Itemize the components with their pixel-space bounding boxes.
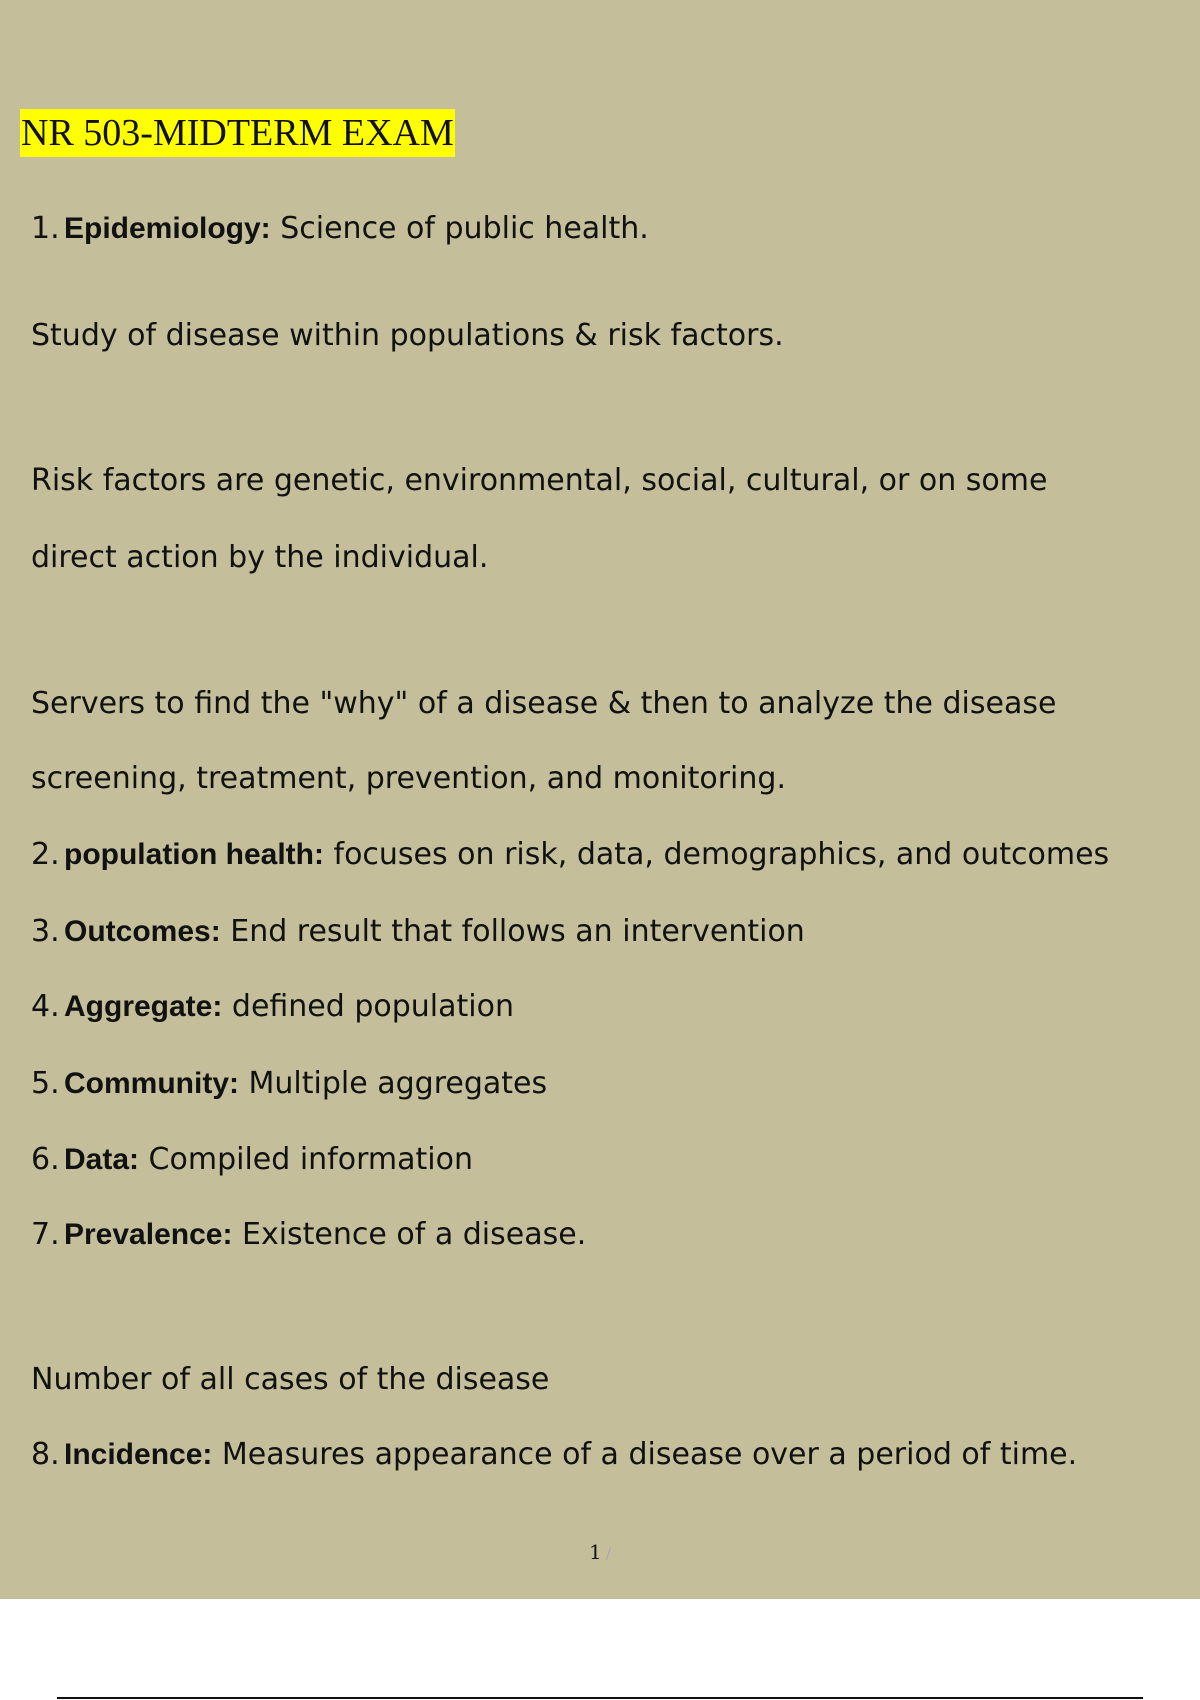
- item-number: 6.: [31, 1142, 60, 1177]
- paragraph: Servers to find the "why" of a disease & then to analyze the disease: [31, 686, 1057, 721]
- item-definition: Multiple aggregates: [239, 1066, 548, 1101]
- list-item: [31, 835, 1109, 875]
- page-number-separator: /: [605, 1544, 612, 1563]
- item-term: Outcomes:: [64, 915, 221, 948]
- page-divider: [57, 1697, 1143, 1699]
- item-definition: Compiled information: [139, 1142, 473, 1177]
- page-number: [0, 1540, 1200, 1564]
- list-item: [31, 1140, 473, 1180]
- item-definition: Science of public health.: [270, 211, 649, 246]
- item-definition: Existence of a disease.: [232, 1217, 587, 1252]
- list-item: [31, 912, 805, 952]
- document-title: NR 503-MIDTERM EXAM: [20, 109, 455, 157]
- item-term: Epidemiology:: [64, 212, 271, 245]
- paragraph: Number of all cases of the disease: [31, 1362, 550, 1397]
- paragraph: screening, treatment, prevention, and monitoring.: [31, 761, 786, 796]
- item-number: 7.: [31, 1217, 60, 1252]
- item-definition: End result that follows an intervention: [220, 914, 805, 949]
- page-number-value: 1: [588, 1540, 602, 1564]
- item-definition: focuses on risk, data, demographics, and outcomes: [323, 837, 1110, 872]
- item-term: Prevalence:: [64, 1218, 233, 1251]
- paragraph: Risk factors are genetic, environmental, social, cultural, or on some: [31, 463, 1048, 498]
- list-item: [31, 1064, 547, 1104]
- item-term: Incidence:: [64, 1438, 213, 1471]
- item-term: Aggregate:: [64, 990, 223, 1023]
- list-item: [31, 1215, 586, 1255]
- paragraph: Study of disease within populations & risk factors.: [31, 318, 784, 353]
- item-number: 8.: [31, 1437, 60, 1472]
- item-term: Data:: [64, 1143, 140, 1176]
- item-definition: defined population: [222, 989, 514, 1024]
- list-item: [31, 987, 514, 1027]
- list-item: [31, 1435, 1077, 1475]
- list-item: [31, 209, 649, 249]
- item-term: Community:: [64, 1067, 239, 1100]
- item-number: 2.: [31, 837, 60, 872]
- item-term: population health:: [64, 838, 324, 871]
- item-number: 4.: [31, 989, 60, 1024]
- item-number: 1.: [31, 211, 60, 246]
- paragraph: direct action by the individual.: [31, 540, 489, 575]
- item-definition: Measures appearance of a disease over a period of time.: [212, 1437, 1078, 1472]
- item-number: 3.: [31, 914, 60, 949]
- item-number: 5.: [31, 1066, 60, 1101]
